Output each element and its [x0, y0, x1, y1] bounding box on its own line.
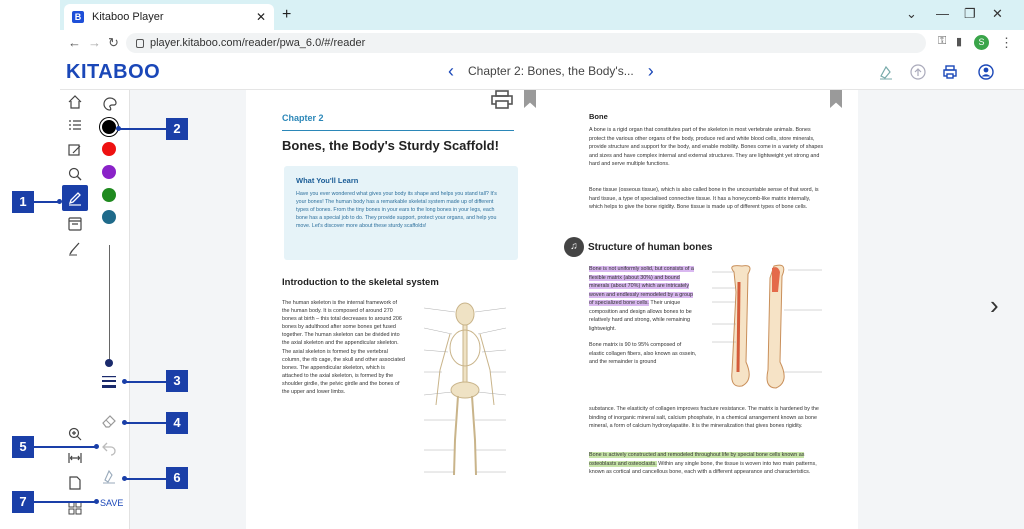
- intro-heading: Introduction to the skeletal system: [282, 277, 439, 288]
- highlighter-icon[interactable]: [67, 240, 83, 256]
- profile-avatar[interactable]: S: [974, 35, 989, 50]
- left-sidebar: [60, 90, 90, 529]
- page-title: Bones, the Body's Sturdy Scaffold!: [282, 138, 499, 153]
- matrix-paragraph: Bone matrix is 90 to 95% composed of elastic collagen fibers, also known as ossein, and the remainder is ground: [589, 342, 697, 365]
- callout-5-dot: [94, 444, 99, 449]
- remodel-rest: Within any single bone, the tissue is woven into two main patterns, known as cortical and cancellous bone, each with a different appearance and characteristics.: [589, 460, 817, 475]
- audio-icon[interactable]: ♫: [564, 237, 584, 257]
- thickness-slider-track[interactable]: [109, 245, 110, 363]
- close-tab-icon[interactable]: ✕: [255, 10, 266, 24]
- sidepanel-icon[interactable]: ▮: [956, 36, 963, 48]
- callout-4-dot: [122, 420, 127, 425]
- browser-tab[interactable]: [64, 4, 274, 30]
- url-text: player.kitaboo.com/reader/pwa_6.0/#/reader: [150, 37, 366, 49]
- more-menu-icon[interactable]: ⋮: [1000, 35, 1013, 50]
- search-icon[interactable]: [67, 166, 83, 182]
- line-weight-icon[interactable]: [101, 374, 117, 390]
- structure-rest: Their unique composition and design allows bones to be relatively hard and strong, while remaining lightweight.: [589, 300, 692, 332]
- bone-diagram: [712, 262, 824, 392]
- callout-3-dot: [122, 379, 127, 384]
- callout-3-leader: [124, 381, 166, 383]
- palette-icon[interactable]: [102, 96, 118, 112]
- eraser-header-icon[interactable]: [878, 64, 894, 80]
- callout-5-leader: [34, 446, 96, 448]
- callout-6-dot: [122, 476, 127, 481]
- tab-title: Kitaboo Player: [92, 11, 164, 23]
- fit-width-icon[interactable]: [67, 450, 83, 466]
- chapter-title[interactable]: Chapter 2: Bones, the Body's...: [468, 64, 634, 78]
- callout-3: 3: [166, 370, 188, 392]
- browser-chrome: [60, 0, 1024, 56]
- callout-7: 7: [12, 491, 34, 513]
- next-page-icon[interactable]: ›: [990, 290, 999, 320]
- color-swatch-purple[interactable]: [102, 165, 116, 179]
- app-header: [60, 56, 1024, 90]
- page-print-icon[interactable]: [490, 90, 514, 110]
- callout-4: 4: [166, 412, 188, 434]
- print-header-icon[interactable]: [942, 64, 958, 80]
- matrix-continued: substance. The elasticity of collagen improves fracture resistance. The matrix is hardened by the binding of inorganic mineral salt, calcium phosphate, in a chemical arrangement known as bone mineral, a form of calcium hydroxylapatite. It is the mineralization that gives bones rigidity.: [589, 406, 819, 429]
- pen-tool-icon[interactable]: [62, 185, 88, 211]
- callout-6: 6: [166, 467, 188, 489]
- kitaboo-logo: KITABOO: [66, 61, 161, 83]
- learn-title: What You'll Learn: [296, 176, 359, 185]
- chapter-navigator: [448, 61, 654, 81]
- callout-2-leader: [118, 128, 166, 130]
- minimize-icon[interactable]: —: [936, 6, 949, 21]
- color-swatch-red[interactable]: [102, 142, 116, 156]
- callout-6-leader: [124, 478, 166, 480]
- learn-box: [284, 166, 518, 260]
- user-profile-icon[interactable]: [978, 64, 994, 80]
- callout-1-dot: [57, 199, 62, 204]
- thickness-slider-thumb[interactable]: [105, 359, 113, 367]
- toc-icon[interactable]: [67, 118, 83, 134]
- reload-icon[interactable]: ↻: [108, 35, 119, 50]
- callout-1: 1: [12, 191, 34, 213]
- pen-tool-panel: [90, 90, 130, 529]
- color-swatch-black[interactable]: [102, 120, 116, 134]
- green-highlight[interactable]: Bone is actively constructed and remodeled throughout life by special bone cells known as osteoblasts and osteoclasts.: [589, 452, 805, 467]
- back-icon[interactable]: ←: [68, 35, 81, 50]
- page-icon[interactable]: [67, 475, 83, 491]
- callout-2-dot: [116, 126, 121, 131]
- chapter-divider: [282, 130, 514, 131]
- undo-icon[interactable]: [101, 440, 117, 456]
- tab-strip: [60, 0, 1024, 30]
- callout-4-leader: [124, 422, 166, 424]
- zoom-in-icon[interactable]: [67, 426, 83, 442]
- url-bar[interactable]: [126, 33, 926, 53]
- purple-highlight[interactable]: Bone is not uniformly solid, but consists of a flexible matrix (about 30%) and bound minerals (about 70%) which are intricately woven and endlessly remodeled by a group of specialized bone cells.: [589, 266, 694, 306]
- window-close-icon[interactable]: ✕: [992, 6, 1003, 21]
- structure-heading: Structure of human bones: [588, 242, 713, 253]
- callout-5: 5: [12, 436, 34, 458]
- upload-icon[interactable]: [910, 64, 926, 80]
- bone-paragraph-1: A bone is a rigid organ that constitutes part of the skeleton in most vertebrate animals. Bones protect the various other organs of the body, produce red and white blood cells, store minerals, provide structure and support for the body, and enable mobility. Bones come in a variety of shapes and sizes and have complex internal and external structures. They are lightweight yet strong and hard and serve multiple functions.: [589, 127, 824, 167]
- bookmark-panel-icon[interactable]: [67, 216, 83, 232]
- restore-icon[interactable]: ❐: [964, 6, 976, 21]
- callout-2: 2: [166, 118, 188, 140]
- clear-all-icon[interactable]: [101, 468, 117, 484]
- callout-7-dot: [94, 499, 99, 504]
- favicon-icon: B: [72, 11, 84, 23]
- lock-icon: [136, 39, 144, 48]
- next-chapter-icon[interactable]: ›: [647, 61, 654, 81]
- tab-search-icon[interactable]: ⌄: [906, 6, 917, 21]
- color-swatch-teal[interactable]: [102, 210, 116, 224]
- chapter-label: Chapter 2: [282, 113, 324, 123]
- eraser-icon[interactable]: [101, 413, 117, 429]
- address-row: [60, 30, 1024, 56]
- home-icon[interactable]: [67, 94, 83, 110]
- structure-paragraph: [589, 265, 697, 367]
- intro-body: The human skeleton is the internal framework of the human body. It is composed of around 270 bones at birth – this total decreases to around 206 bones by adulthood after some bones get fused together. The human skeleton can be divided into the axial skeleton and the appendicular skeleton. The axial skeleton is formed by the vertebral column, the rib cage, the skull and other associated bones. The appendicular skeleton, which is attached to the axial skeleton, is formed by the shoulder girdle, the pelvic girdle and the bones of the upper and lower limbs.: [282, 300, 405, 396]
- remodel-paragraph: [589, 451, 825, 477]
- prev-chapter-icon[interactable]: ‹: [448, 61, 454, 81]
- notes-icon[interactable]: [67, 142, 83, 158]
- learn-body: Have you ever wondered what gives your body its shape and helps you stand tall? It's your bones! The human body has a remarkable skeletal system made up of different types of bones. From the tiny bones in your ears to the long bones in your legs, each bone has a special job to do. They provide support, protect your organs, and help you move. Let's discover more about these sturdy scaffolds!: [296, 191, 497, 230]
- forward-icon[interactable]: →: [88, 35, 101, 50]
- new-tab-icon[interactable]: +: [282, 6, 292, 23]
- callout-7-leader: [34, 501, 96, 503]
- skeleton-illustration: [410, 300, 520, 482]
- bone-heading: Bone: [589, 112, 608, 121]
- save-button[interactable]: SAVE: [100, 498, 124, 508]
- bone-paragraph-2: Bone tissue (osseous tissue), which is also called bone in the uncountable sense of that word, is hard tissue, a type of specialised connective tissue. It has a honeycomb-like matrix internally, which helps to give the bone rigidity. Bone tissue is made up of different types of bone cells.: [589, 187, 819, 210]
- color-swatch-green[interactable]: [102, 188, 116, 202]
- key-icon[interactable]: ⚿: [938, 35, 947, 47]
